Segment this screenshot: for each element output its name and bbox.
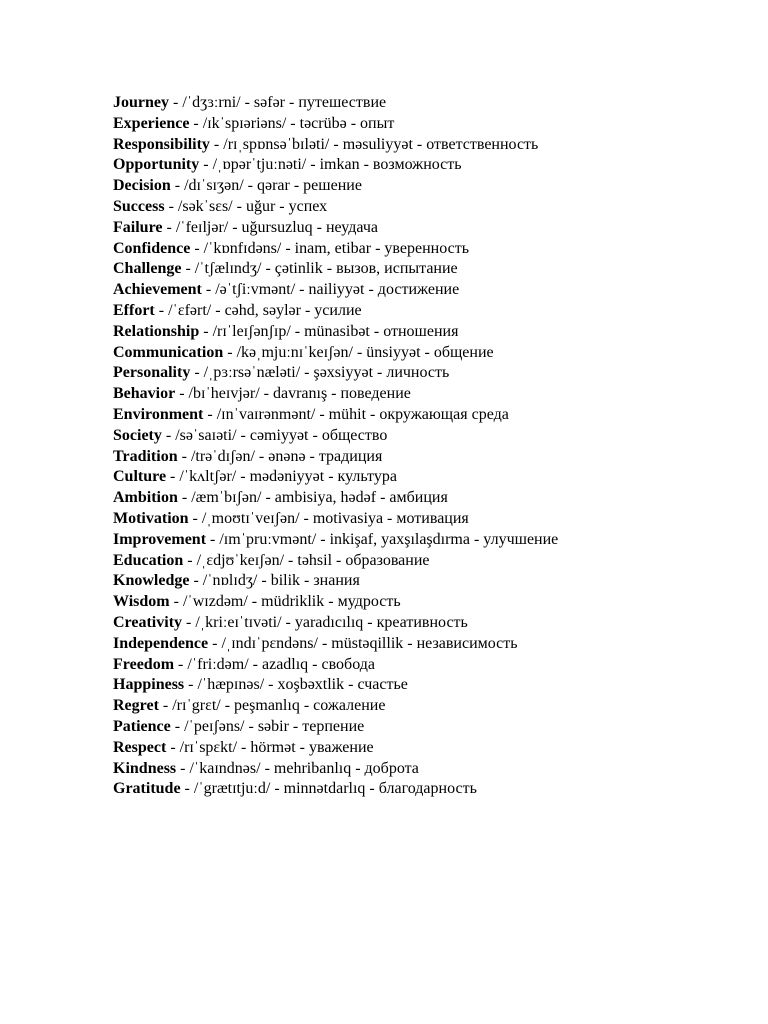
vocab-definition: - /ˈhæpɪnəs/ - xoşbəxtlik - счастье — [184, 676, 408, 694]
vocab-term: Motivation — [113, 509, 189, 527]
vocab-definition: - /ˈɛfərt/ - cəhd, səylər - усилие — [154, 301, 362, 319]
vocab-term: Achievement — [113, 281, 202, 299]
vocab-entry — [113, 135, 733, 156]
vocab-definition: - /səkˈsɛs/ - uğur - успех — [164, 197, 328, 215]
vocab-entry — [113, 218, 733, 239]
vocab-term: Culture — [113, 468, 167, 486]
vocab-definition: - /ˌɪndɪˈpɛndəns/ - müstəqillik - независимость — [208, 634, 518, 652]
vocab-term: Happiness — [113, 676, 185, 694]
vocab-term: Environment — [113, 405, 204, 423]
vocab-definition: - /səˈsaɪəti/ - cəmiyyət - общество — [161, 426, 388, 444]
vocab-term: Challenge — [113, 260, 182, 278]
vocab-entry — [113, 759, 733, 780]
vocab-term: Tradition — [113, 447, 178, 465]
vocab-definition: - /ˈgrætɪtjuːd/ - minnətdarlıq - благодарность — [180, 780, 477, 798]
vocab-term: Failure — [113, 218, 163, 236]
vocab-term: Communication — [113, 343, 224, 361]
vocab-entry — [113, 738, 733, 759]
vocab-entry — [113, 696, 733, 717]
vocab-definition: - /rɪˈleɪʃənʃɪp/ - münasibət - отношения — [199, 322, 459, 340]
vocab-entry — [113, 197, 733, 218]
vocab-definition: - /æmˈbɪʃən/ - ambisiya, hədəf - амбиция — [177, 489, 448, 507]
vocab-definition: - /ɪnˈvaɪrənmənt/ - mühit - окружающая среда — [203, 405, 509, 423]
vocab-entry — [113, 176, 733, 197]
vocab-entry — [113, 280, 733, 301]
vocab-entry — [113, 405, 733, 426]
vocab-entry — [113, 239, 733, 260]
vocab-definition: - /rɪˈspɛkt/ - hörmət - уважение — [166, 738, 374, 756]
vocab-definition: - /ˌmoʊtɪˈveɪʃən/ - motivasiya - мотивация — [188, 509, 469, 527]
vocab-definition: - /ˈkaɪndnəs/ - mehribanlıq - доброта — [176, 759, 419, 777]
vocab-entry — [113, 613, 733, 634]
vocab-term: Respect — [113, 738, 167, 756]
vocab-term: Gratitude — [113, 780, 181, 798]
vocab-term: Regret — [113, 697, 159, 715]
vocab-definition: - /ˈpeɪʃəns/ - səbir - терпение — [170, 717, 365, 735]
vocab-entry — [113, 717, 733, 738]
vocab-term: Kindness — [113, 759, 177, 777]
vocab-term: Behavior — [113, 385, 176, 403]
vocab-definition: - /ˈfeɪljər/ - uğursuzluq - неудача — [162, 218, 378, 236]
vocab-entry — [113, 155, 733, 176]
vocab-term: Personality — [113, 364, 191, 382]
vocab-entry — [113, 114, 733, 135]
vocab-definition: - /rɪˌspɒnsəˈbɪləti/ - məsuliyyət - ответственность — [209, 135, 539, 153]
vocab-entry — [113, 551, 733, 572]
vocab-entry — [113, 322, 733, 343]
vocab-entry — [113, 488, 733, 509]
vocab-term: Creativity — [113, 613, 183, 631]
vocab-entry — [113, 779, 733, 800]
vocab-definition: - /ˈdʒɜːrni/ - səfər - путешествие — [169, 94, 387, 111]
vocab-entry — [113, 530, 733, 551]
vocab-term: Decision — [113, 177, 171, 195]
vocab-term: Confidence — [113, 239, 191, 257]
vocab-term: Experience — [113, 114, 190, 132]
vocab-term: Opportunity — [113, 156, 200, 174]
vocab-definition: - /ɪkˈspɪəriəns/ - təcrübə - опыт — [189, 114, 395, 132]
vocab-entry — [113, 363, 733, 384]
vocab-definition: - /bɪˈheɪvjər/ - davranış - поведение — [175, 385, 411, 403]
vocab-entry — [113, 592, 733, 613]
vocab-entry — [113, 343, 733, 364]
vocab-definition: - /ˈkʌltʃər/ - mədəniyyət - культура — [166, 468, 397, 486]
vocabulary-list — [113, 93, 733, 800]
vocab-term: Education — [113, 551, 184, 569]
vocab-definition: - /trəˈdɪʃən/ - ənənə - традиция — [177, 447, 383, 465]
vocab-definition: - /ˌɛdjʊˈkeɪʃən/ - təhsil - образование — [183, 551, 430, 569]
vocab-entry — [113, 447, 733, 468]
vocab-entry — [113, 259, 733, 280]
vocab-definition: - /dɪˈsɪʒən/ - qərar - решение — [170, 177, 362, 195]
vocab-entry — [113, 634, 733, 655]
vocab-entry — [113, 93, 733, 114]
vocab-definition: - /əˈtʃiːvmənt/ - nailiyyət - достижение — [201, 281, 460, 299]
vocab-term: Freedom — [113, 655, 175, 673]
vocab-term: Success — [113, 197, 165, 215]
vocab-entry — [113, 675, 733, 696]
vocab-entry — [113, 467, 733, 488]
vocab-term: Journey — [113, 94, 169, 111]
vocab-definition: - /kəˌmjuːnɪˈkeɪʃən/ - ünsiyyət - общение — [223, 343, 494, 361]
vocab-definition: - /ˈwɪzdəm/ - müdriklik - мудрость — [169, 593, 401, 611]
vocab-term: Relationship — [113, 322, 200, 340]
vocab-term: Effort — [113, 301, 155, 319]
vocab-term: Improvement — [113, 530, 207, 548]
vocab-term: Wisdom — [113, 593, 170, 611]
vocab-entry — [113, 384, 733, 405]
vocab-term: Independence — [113, 634, 209, 652]
vocab-definition: - /ˈkɒnfɪdəns/ - inam, etibar - уверенность — [190, 239, 469, 257]
vocab-term: Patience — [113, 717, 171, 735]
vocab-term: Ambition — [113, 489, 178, 507]
vocab-entry — [113, 509, 733, 530]
vocab-definition: - /ˈfriːdəm/ - azadlıq - свобода — [174, 655, 375, 673]
vocab-term: Responsibility — [113, 135, 210, 153]
vocab-definition: - /ˌpɜːrsəˈnæləti/ - şəxsiyyət - личность — [190, 364, 450, 382]
vocab-entry — [113, 655, 733, 676]
vocab-term: Society — [113, 426, 162, 444]
vocab-entry — [113, 426, 733, 447]
vocab-entry — [113, 301, 733, 322]
vocab-entry — [113, 571, 733, 592]
vocab-definition: - /ˌɒpərˈtjuːnəti/ - imkan - возможность — [199, 156, 462, 174]
vocab-definition: - /ˌkriːeɪˈtɪvəti/ - yaradıcılıq - креативность — [182, 613, 468, 631]
vocab-definition: - /rɪˈgrɛt/ - peşmanlıq - сожаление — [158, 697, 386, 715]
vocab-definition: - /ˈnɒlɪdʒ/ - bilik - знания — [189, 572, 360, 590]
vocab-definition: - /ˈtʃælɪndʒ/ - çətinlik - вызов, испытание — [181, 260, 458, 278]
vocab-term: Knowledge — [113, 572, 190, 590]
vocab-definition: - /ɪmˈpruːvmənt/ - inkişaf, yaxşılaşdırma - улучшение — [206, 530, 559, 548]
